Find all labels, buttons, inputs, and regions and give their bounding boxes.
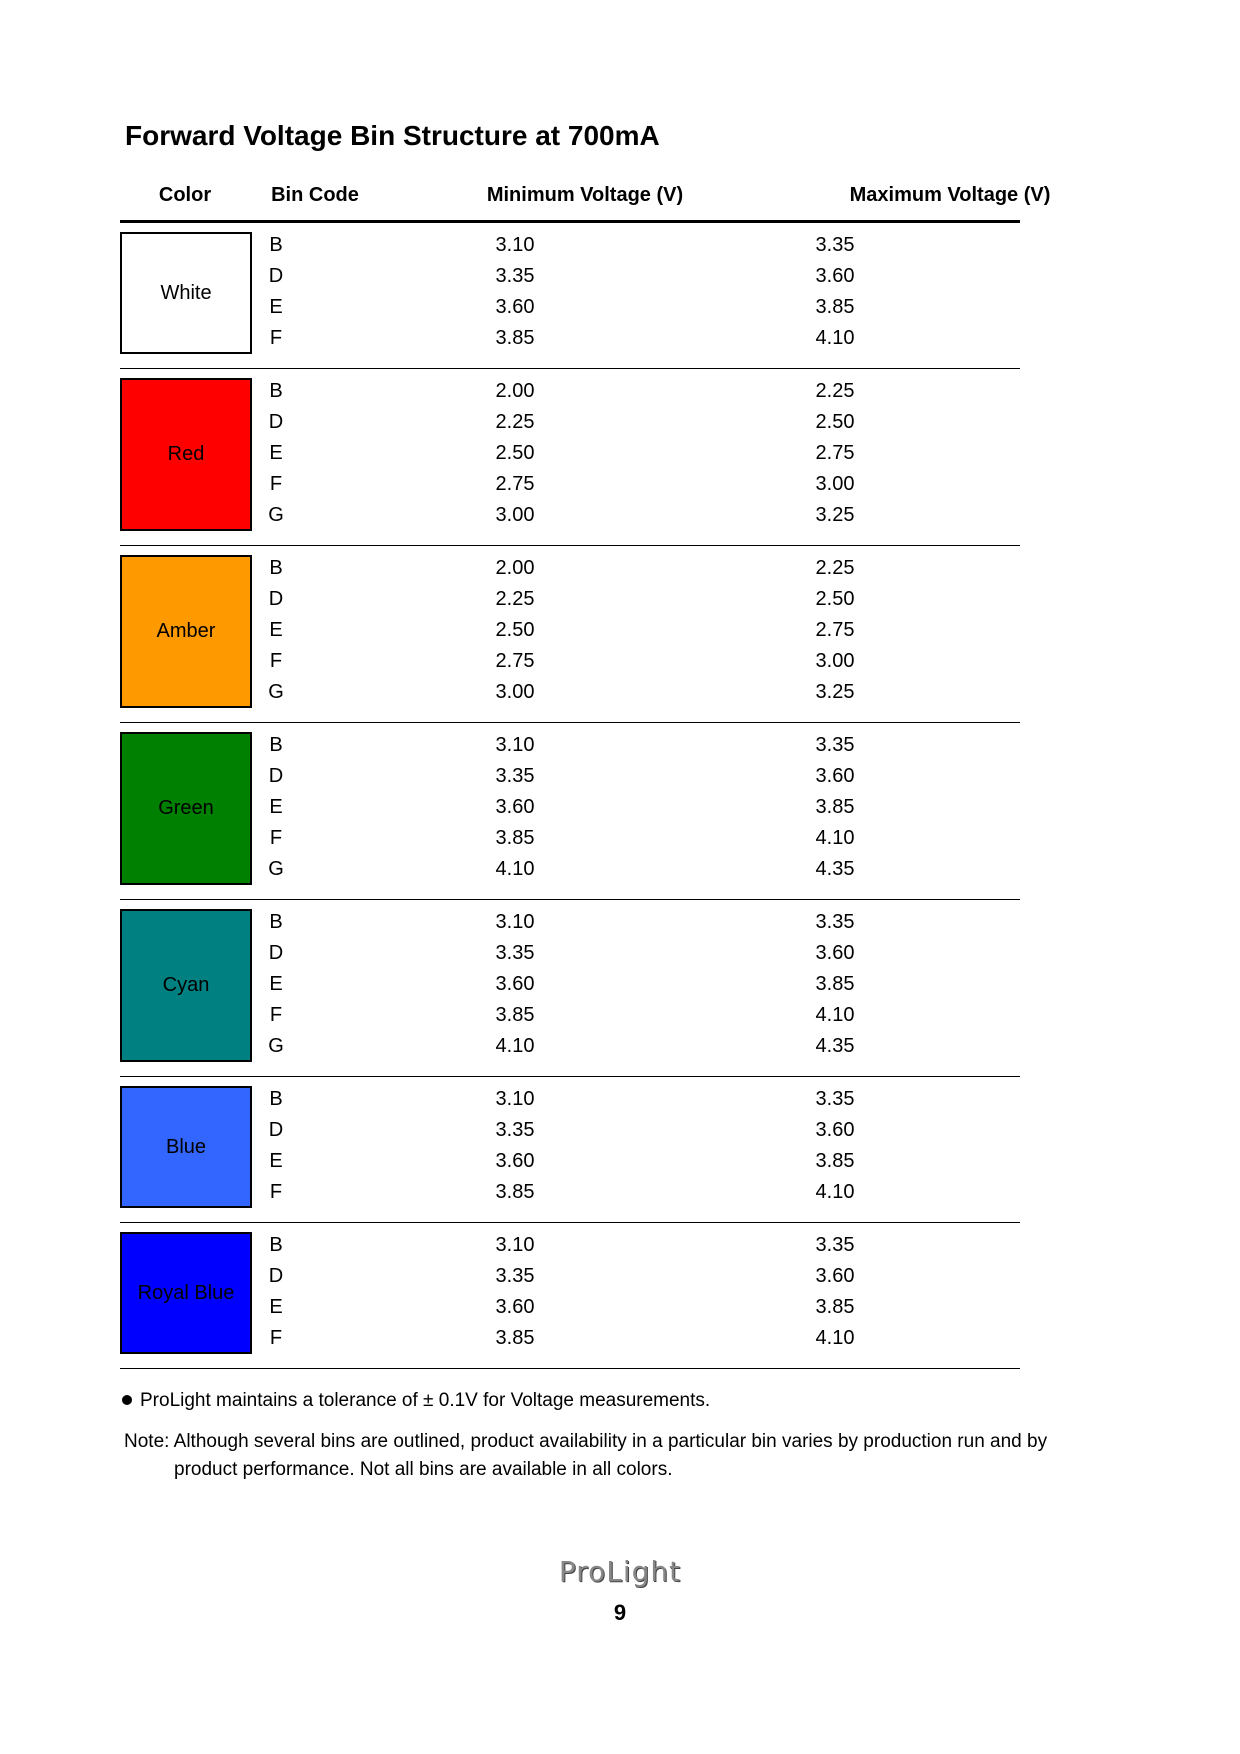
bin-code-cell: F bbox=[269, 827, 283, 849]
max-voltage-cell: 3.85 bbox=[815, 1150, 855, 1172]
bin-code-cell: F bbox=[269, 650, 283, 672]
color-group bbox=[120, 723, 1020, 900]
bin-code-cell: B bbox=[269, 234, 283, 256]
bin-code-cell: F bbox=[269, 473, 283, 495]
min-voltage-cell: 3.35 bbox=[495, 1265, 535, 1287]
min-voltage-cell: 3.85 bbox=[495, 1004, 535, 1026]
min-voltage-cell: 4.10 bbox=[495, 858, 535, 880]
min-voltage-cell: 2.50 bbox=[495, 619, 535, 641]
max-voltage-cell: 3.35 bbox=[815, 234, 855, 256]
max-voltage-cell: 3.00 bbox=[815, 650, 855, 672]
page-number: 9 bbox=[613, 1600, 627, 1625]
bin-code-cell: D bbox=[268, 411, 284, 433]
table-row bbox=[120, 1004, 1020, 1035]
color-group bbox=[120, 369, 1020, 546]
bin-code-cell: B bbox=[269, 380, 283, 402]
table-row bbox=[120, 1234, 1020, 1265]
table-row bbox=[120, 734, 1020, 765]
table-row bbox=[120, 380, 1020, 411]
table-row bbox=[120, 1088, 1020, 1119]
max-voltage-cell: 3.35 bbox=[815, 1234, 855, 1256]
bin-code-cell: F bbox=[269, 1181, 283, 1203]
table-row bbox=[120, 1035, 1020, 1066]
bin-code-cell: F bbox=[269, 327, 283, 349]
min-voltage-cell: 3.85 bbox=[495, 1327, 535, 1349]
min-voltage-cell: 3.85 bbox=[495, 1181, 535, 1203]
bin-code-cell: G bbox=[268, 504, 284, 526]
min-voltage-cell: 2.00 bbox=[495, 557, 535, 579]
min-voltage-cell: 3.60 bbox=[495, 796, 535, 818]
min-voltage-cell: 3.10 bbox=[495, 1234, 535, 1256]
max-voltage-cell: 3.60 bbox=[815, 942, 855, 964]
bin-code-cell: E bbox=[269, 296, 283, 318]
voltage-bin-table bbox=[120, 170, 1051, 1369]
table-row bbox=[120, 858, 1020, 889]
bin-code-cell: B bbox=[269, 734, 283, 756]
min-voltage-cell: 3.35 bbox=[495, 1119, 535, 1141]
bin-code-cell: D bbox=[268, 1119, 284, 1141]
header-min-voltage: Minimum Voltage (V) bbox=[486, 184, 684, 206]
bin-code-cell: F bbox=[269, 1004, 283, 1026]
header-bin-code: Bin Code bbox=[271, 184, 359, 206]
max-voltage-cell: 3.25 bbox=[815, 681, 855, 703]
table-row bbox=[120, 681, 1020, 712]
bin-code-cell: F bbox=[269, 1327, 283, 1349]
table-row bbox=[120, 1265, 1020, 1296]
color-group bbox=[120, 900, 1020, 1077]
bullet-icon bbox=[122, 1395, 132, 1405]
min-voltage-cell: 3.00 bbox=[495, 681, 535, 703]
max-voltage-cell: 3.35 bbox=[815, 911, 855, 933]
tolerance-note bbox=[122, 1390, 710, 1412]
table-row bbox=[120, 973, 1020, 1004]
max-voltage-cell: 2.25 bbox=[815, 557, 855, 579]
min-voltage-cell: 3.60 bbox=[495, 296, 535, 318]
color-name: Royal Blue bbox=[137, 1281, 235, 1304]
bin-code-cell: D bbox=[268, 588, 284, 610]
min-voltage-cell: 3.35 bbox=[495, 265, 535, 287]
bin-code-cell: G bbox=[268, 1035, 284, 1057]
bin-code-cell: E bbox=[269, 973, 283, 995]
color-name: White bbox=[160, 281, 212, 304]
tolerance-note-text: ProLight maintains a tolerance of ± 0.1V for Voltage measurements. bbox=[140, 1390, 711, 1411]
max-voltage-cell: 2.75 bbox=[815, 619, 855, 641]
min-voltage-cell: 2.75 bbox=[495, 650, 535, 672]
max-voltage-cell: 4.35 bbox=[815, 858, 855, 880]
color-name: Cyan bbox=[162, 974, 210, 996]
table-row bbox=[120, 911, 1020, 942]
max-voltage-cell: 4.10 bbox=[815, 1181, 855, 1203]
min-voltage-cell: 3.85 bbox=[495, 327, 535, 349]
max-voltage-cell: 3.25 bbox=[815, 504, 855, 526]
color-name: Amber bbox=[156, 620, 216, 642]
min-voltage-cell: 3.10 bbox=[495, 911, 535, 933]
table-row bbox=[120, 504, 1020, 535]
max-voltage-cell: 3.85 bbox=[815, 296, 855, 318]
table-row bbox=[120, 619, 1020, 650]
bin-code-cell: D bbox=[268, 765, 284, 787]
bin-code-cell: G bbox=[268, 858, 284, 880]
prolight-logo: ProLight bbox=[558, 1555, 682, 1588]
min-voltage-cell: 3.60 bbox=[495, 973, 535, 995]
min-voltage-cell: 3.60 bbox=[495, 1150, 535, 1172]
bin-code-cell: E bbox=[269, 1150, 283, 1172]
bin-code-cell: E bbox=[269, 796, 283, 818]
table-row bbox=[120, 796, 1020, 827]
min-voltage-cell: 3.00 bbox=[495, 504, 535, 526]
table-row bbox=[120, 827, 1020, 858]
bin-code-cell: E bbox=[269, 1296, 283, 1318]
min-voltage-cell: 3.85 bbox=[495, 827, 535, 849]
table-row bbox=[120, 557, 1020, 588]
table-row bbox=[120, 1181, 1020, 1212]
bin-code-cell: D bbox=[268, 1265, 284, 1287]
min-voltage-cell: 2.00 bbox=[495, 380, 535, 402]
min-voltage-cell: 3.60 bbox=[495, 1296, 535, 1318]
color-group bbox=[120, 1223, 1020, 1369]
table-body bbox=[120, 223, 1020, 1369]
max-voltage-cell: 3.00 bbox=[815, 473, 855, 495]
color-name: Blue bbox=[165, 1135, 207, 1158]
max-voltage-cell: 4.10 bbox=[815, 1327, 855, 1349]
min-voltage-cell: 2.25 bbox=[495, 588, 535, 610]
header-color: Color bbox=[158, 184, 212, 206]
max-voltage-cell: 3.85 bbox=[815, 973, 855, 995]
table-row bbox=[120, 588, 1020, 619]
max-voltage-cell: 2.50 bbox=[815, 411, 855, 433]
min-voltage-cell: 2.75 bbox=[495, 473, 535, 495]
max-voltage-cell: 2.50 bbox=[815, 588, 855, 610]
min-voltage-cell: 2.25 bbox=[495, 411, 535, 433]
max-voltage-cell: 4.10 bbox=[815, 1004, 855, 1026]
max-voltage-cell: 3.35 bbox=[815, 1088, 855, 1110]
bin-code-cell: E bbox=[269, 442, 283, 464]
color-group bbox=[120, 546, 1020, 723]
max-voltage-cell: 4.10 bbox=[815, 327, 855, 349]
bin-code-cell: E bbox=[269, 619, 283, 641]
min-voltage-cell: 3.35 bbox=[495, 942, 535, 964]
bin-code-cell: D bbox=[268, 265, 284, 287]
table-header bbox=[120, 170, 1051, 223]
min-voltage-cell: 3.10 bbox=[495, 1088, 535, 1110]
max-voltage-cell: 3.35 bbox=[815, 734, 855, 756]
max-voltage-cell: 3.60 bbox=[815, 265, 855, 287]
table-row bbox=[120, 1119, 1020, 1150]
bin-code-cell: B bbox=[269, 1088, 283, 1110]
bin-code-cell: B bbox=[269, 911, 283, 933]
table-row bbox=[120, 442, 1020, 473]
bin-code-cell: D bbox=[268, 942, 284, 964]
max-voltage-cell: 3.60 bbox=[815, 1265, 855, 1287]
table-row bbox=[120, 234, 1020, 265]
min-voltage-cell: 3.35 bbox=[495, 765, 535, 787]
max-voltage-cell: 2.25 bbox=[815, 380, 855, 402]
page-title: Forward Voltage Bin Structure at 700mA bbox=[125, 120, 660, 151]
max-voltage-cell: 3.60 bbox=[815, 1119, 855, 1141]
table-row bbox=[120, 942, 1020, 973]
max-voltage-cell: 2.75 bbox=[815, 442, 855, 464]
table-row bbox=[120, 327, 1020, 358]
table-row bbox=[120, 765, 1020, 796]
availability-note: Note: Although several bins are outlined, product availability in a particular bin varies by production run and by product performance. Not all bins are available in all colors. bbox=[124, 1431, 1048, 1480]
table-row bbox=[120, 265, 1020, 296]
max-voltage-cell: 4.10 bbox=[815, 827, 855, 849]
bin-code-cell: B bbox=[269, 557, 283, 579]
max-voltage-cell: 4.35 bbox=[815, 1035, 855, 1057]
min-voltage-cell: 2.50 bbox=[495, 442, 535, 464]
color-group bbox=[120, 1077, 1020, 1223]
table-row bbox=[120, 1150, 1020, 1181]
min-voltage-cell: 3.10 bbox=[495, 734, 535, 756]
min-voltage-cell: 3.10 bbox=[495, 234, 535, 256]
max-voltage-cell: 3.85 bbox=[815, 796, 855, 818]
table-row bbox=[120, 296, 1020, 327]
bin-code-cell: B bbox=[269, 1234, 283, 1256]
table-row bbox=[120, 650, 1020, 681]
color-group bbox=[120, 223, 1020, 369]
min-voltage-cell: 4.10 bbox=[495, 1035, 535, 1057]
bin-code-cell: G bbox=[268, 681, 284, 703]
header-max-voltage: Maximum Voltage (V) bbox=[849, 184, 1051, 206]
max-voltage-cell: 3.85 bbox=[815, 1296, 855, 1318]
table-row bbox=[120, 411, 1020, 442]
color-name: Red bbox=[167, 443, 205, 465]
table-row bbox=[120, 1296, 1020, 1327]
color-name: Green bbox=[158, 797, 214, 819]
max-voltage-cell: 3.60 bbox=[815, 765, 855, 787]
table-row bbox=[120, 473, 1020, 504]
table-row bbox=[120, 1327, 1020, 1358]
